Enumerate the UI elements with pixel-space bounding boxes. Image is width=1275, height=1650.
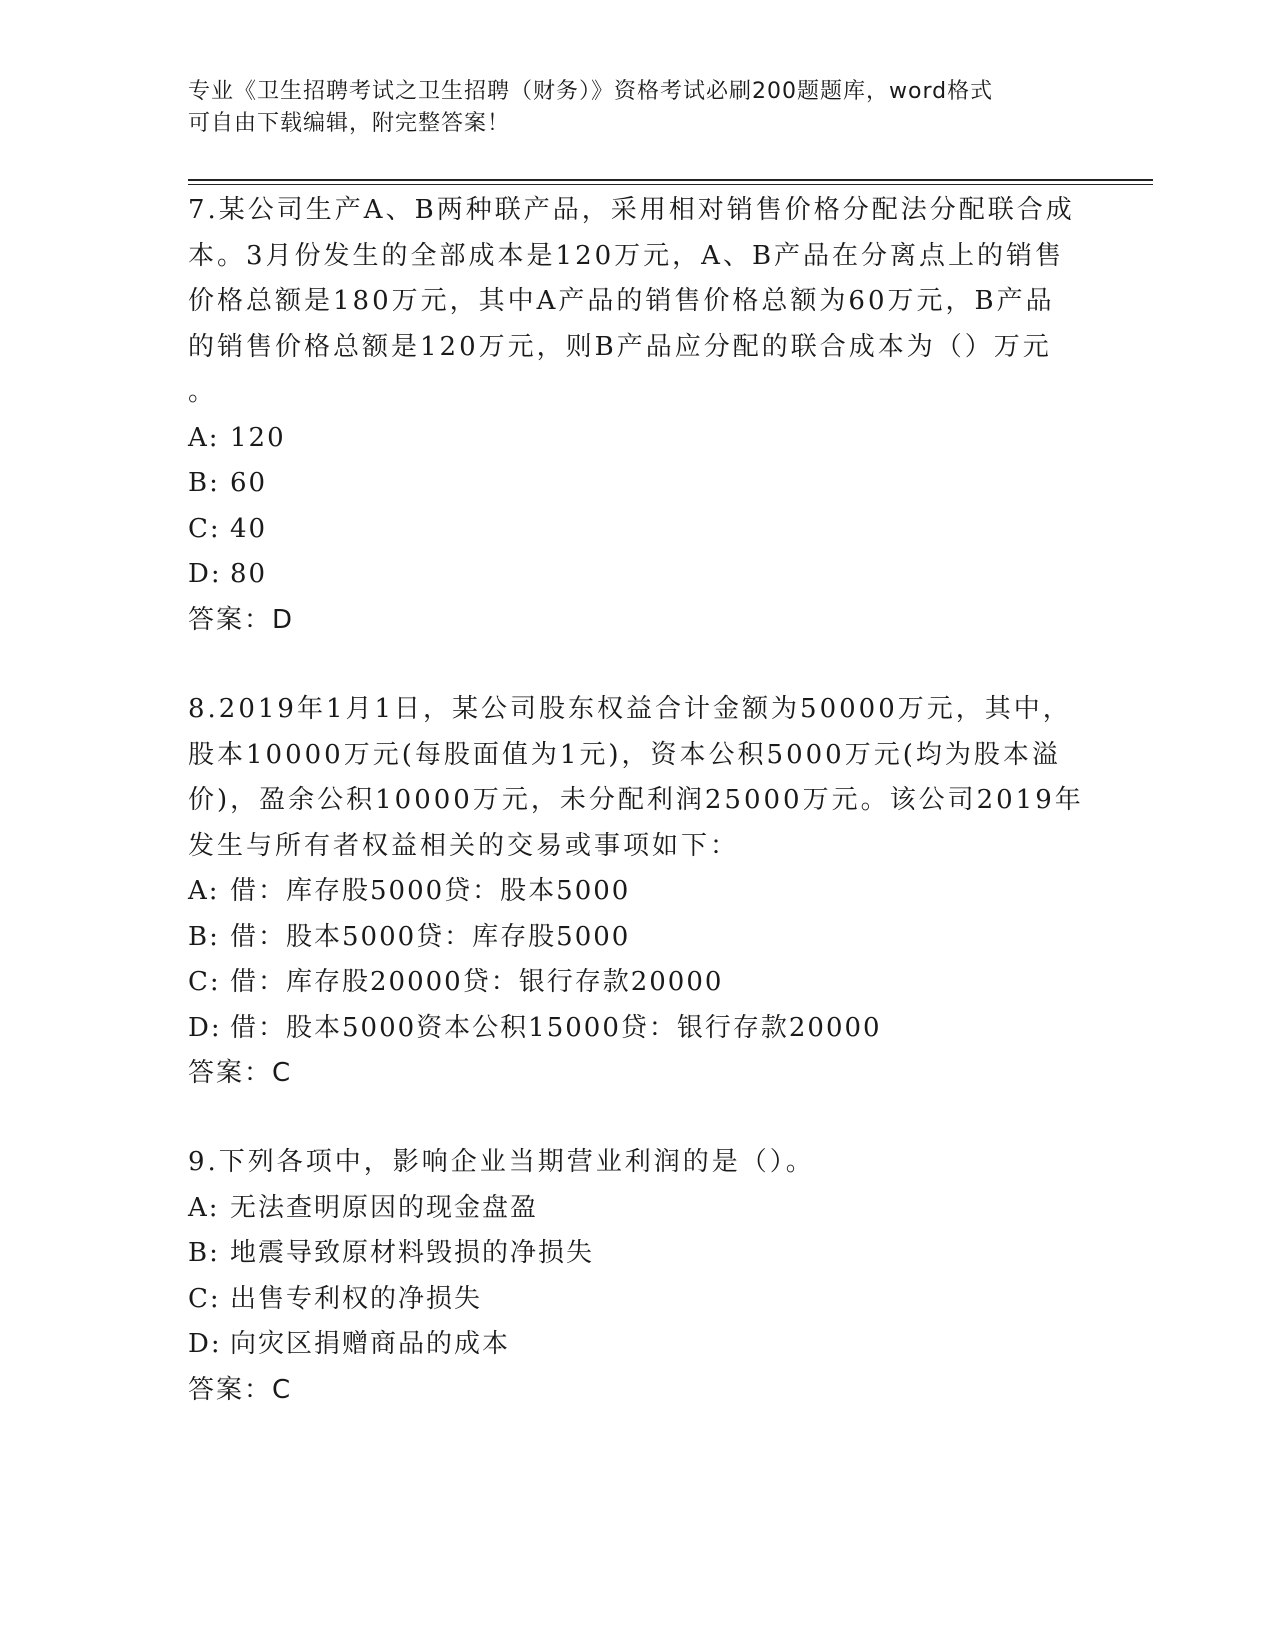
answer-label: 答案：C bbox=[188, 1058, 293, 1088]
option-text: 借：股本5000贷：库存股5000 bbox=[230, 921, 631, 952]
option-key: A: bbox=[188, 1192, 220, 1223]
question-text-line: 7.某公司生产A、B两种联产品，采用相对销售价格分配法分配联合成 bbox=[188, 195, 1075, 225]
option-key: C: bbox=[188, 967, 221, 997]
option-d bbox=[188, 552, 1068, 598]
question-text-line: 9.下列各项中，影响企业当期营业利润的是（）。 bbox=[188, 1147, 815, 1177]
option-key: B: bbox=[188, 1238, 220, 1268]
document-header bbox=[188, 76, 1088, 140]
option-key: B: bbox=[188, 921, 220, 952]
option-text: 60 bbox=[230, 468, 268, 498]
question-8 bbox=[188, 687, 1084, 1097]
option-key: C: bbox=[188, 513, 221, 544]
option-text: 80 bbox=[230, 559, 268, 589]
option-d bbox=[188, 1322, 1068, 1368]
option-a bbox=[188, 416, 1068, 462]
option-text: 借：股本5000资本公积15000贷：银行存款20000 bbox=[230, 1012, 882, 1043]
option-text: 借：库存股5000贷：股本5000 bbox=[230, 876, 631, 906]
option-b bbox=[188, 461, 1068, 507]
answer-label: 答案：C bbox=[188, 1374, 293, 1405]
option-text: 借：库存股20000贷：银行存款20000 bbox=[230, 967, 724, 997]
option-text: 地震导致原材料毁损的净损失 bbox=[230, 1238, 595, 1268]
question-text-line: 股本10000万元(每股面值为1元)，资本公积5000万元(均为股本溢 bbox=[188, 739, 1061, 770]
question-text-line: 发生与所有者权益相关的交易或事项如下： bbox=[188, 830, 740, 861]
option-c bbox=[188, 960, 1068, 1006]
option-b bbox=[188, 915, 1068, 961]
question-9 bbox=[188, 1140, 1068, 1413]
header-rule-thin bbox=[188, 184, 1153, 185]
option-text: 出售专利权的净损失 bbox=[230, 1283, 483, 1314]
option-c bbox=[188, 1277, 1068, 1323]
option-a bbox=[188, 1186, 1068, 1232]
option-d bbox=[188, 1006, 1068, 1052]
option-key: B: bbox=[188, 468, 220, 498]
option-text: 向灾区捐赠商品的成本 bbox=[230, 1329, 511, 1359]
option-text: 无法查明原因的现金盘盈 bbox=[230, 1192, 539, 1223]
option-key: C: bbox=[188, 1283, 221, 1314]
header-line-1: 专业《卫生招聘考试之卫生招聘（财务）》资格考试必刷200题题库，word格式 bbox=[188, 79, 994, 104]
question-text-line: 价格总额是180万元，其中A产品的销售价格总额为60万元，B产品 bbox=[188, 286, 1055, 316]
option-b bbox=[188, 1231, 1068, 1277]
question-text-line: 的销售价格总额是120万元，则B产品应分配的联合成本为（）万元 bbox=[188, 331, 1052, 362]
answer-label: 答案：D bbox=[188, 604, 295, 635]
option-c bbox=[188, 507, 1068, 553]
option-key: A: bbox=[188, 876, 220, 906]
option-text: 40 bbox=[230, 513, 268, 544]
option-a bbox=[188, 869, 1068, 915]
option-key: D: bbox=[188, 559, 222, 589]
question-text-line: 。 bbox=[188, 377, 218, 407]
option-text: 120 bbox=[230, 422, 286, 453]
option-key: A: bbox=[188, 422, 220, 453]
option-key: D: bbox=[188, 1329, 222, 1359]
option-key: D: bbox=[188, 1012, 222, 1043]
question-text-line: 本。3月份发生的全部成本是120万元，A、B产品在分离点上的销售 bbox=[188, 240, 1065, 271]
question-text-line: 8.2019年1月1日，某公司股东权益合计金额为50000万元，其中， bbox=[188, 694, 1072, 724]
header-line-2: 可自由下载编辑，附完整答案！ bbox=[188, 111, 511, 136]
question-7 bbox=[188, 188, 1075, 643]
header-rule-thick bbox=[188, 179, 1153, 181]
question-text-line: 价)，盈余公积10000万元，未分配利润25000万元。该公司2019年 bbox=[188, 785, 1084, 815]
